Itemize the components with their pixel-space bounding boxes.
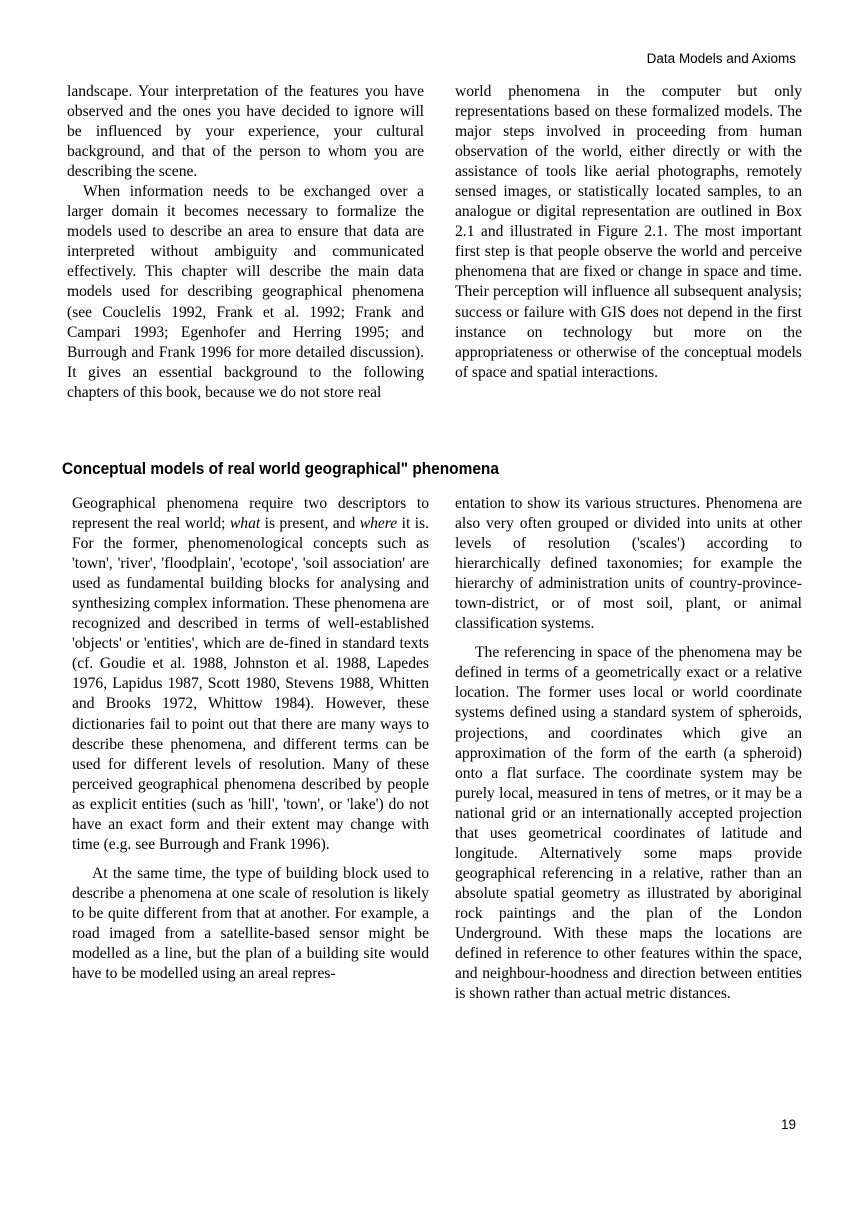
- top-left-column: [67, 82, 424, 403]
- paragraph: entation to show its various structures. Phenomena are also very often grouped or divided into units at other levels of resolution ('scales') according to hierarchically defined taxonomies; for example the hierarchy of administration units of country-province-town-district, or of most soil, plant, or animal classification systems.: [455, 495, 802, 633]
- text-run: it is. For the former, phenomenological concepts such as 'town', 'river', 'floodplain', 'ecotope', 'soil association' are used as fundamental building blocks for analysing and synthesizing complex information. These phenomena are recognized and described in terms of well-established 'objects' or 'entities', which are de-fined in standard texts (cf. Goudie et al. 1988, Johnston et al. 1988, Lapedes 1976, Lapidus 1987, Scott 1980, Stevens 1988, Whitten and Brooks 1972, Whittow 1984). However, these dictionaries fail to point out that there are many ways to describe these phenomena, and different terms can be used for different levels of resolution. Many of these perceived geographical phenomena described by people as explicit entities (such as 'hill', 'town', or 'lake') do not have an exact form and their extent may change with time (e.g. see Burrough and Frank 1996).: [72, 515, 429, 853]
- bottom-right-column: [455, 494, 802, 1004]
- emphasis-what: what: [229, 515, 261, 533]
- bottom-left-column: [72, 494, 429, 984]
- text-run: is present, and: [260, 515, 360, 533]
- paragraph: [72, 494, 429, 855]
- emphasis-where: where: [359, 515, 398, 533]
- page-number: 19: [780, 1117, 796, 1132]
- paragraph: The referencing in space of the phenomena may be defined in terms of a geometrically exact or a relative location. The former uses local or world coordinate systems defined using a standard system of spheroids, projections, and coordinates which give an approximation of the form of the earth (a spheroid) onto a flat surface. The coordinate system may be purely local, measured in tens of metres, or it may be a national grid or an internationally accepted projection that uses geometrical coordinates of latitude and longitude. Alternatively some maps provide geographical referencing in a relative, rather than an absolute spatial geometry as illustrated by aboriginal rock paintings and the plan of the London Underground. With these maps the locations are defined in reference to other features within the space, and neighbour-hoodness and direction between entities is shown rather than actual metric distances.: [455, 644, 802, 1003]
- paragraph: At the same time, the type of building block used to describe a phenomena at one scale of resolution is likely to be quite different from that at another. For example, a road imaged from a satellite-based sensor might be modelled as a line, but the plan of a building site would have to be modelled using an areal repres-: [72, 864, 429, 983]
- paragraph: landscape. Your interpretation of the features you have observed and the ones you have decided to ignore will be influenced by your experience, your cultural background, and that of the person to whom you are describing the scene.: [67, 83, 424, 181]
- paragraph: When information needs to be exchanged over a larger domain it becomes necessary to formalize the models used to describe an area to ensure that data are interpreted without ambiguity and communicated effectively. This chapter will describe the main data models used for describing geographical phenomena (see Couclelis 1992, Frank et al. 1992; Frank and Campari 1993; Egenhofer and Herring 1995; and Burrough and Frank 1996 for more detailed discussion). It gives an essential background to the following chapters of this book, because we do not store real: [67, 183, 424, 401]
- running-header: Data Models and Axioms: [646, 51, 796, 66]
- section-heading: Conceptual models of real world geographical" phenomena: [62, 459, 499, 478]
- paragraph: world phenomena in the computer but only representations based on these formalized models. The major steps involved in proceeding from human observation of the world, either directly or with the assistance of tools like aerial photographs, remotely sensed images, or statistically located samples, to an analogue or digital representation are outlined in Box 2.1 and illustrated in Figure 2.1. The most important first step is that people observe the world and perceive phenomena that are fixed or change in space and time. Their perception will influence all subsequent analysis; success or failure with GIS does not depend in the first instance on technology but more on the appropriateness or otherwise of the conceptual models of space and spatial interactions.: [455, 83, 802, 381]
- text-run: Geographical phenomena require two descriptors to represent the real world;: [72, 495, 429, 533]
- top-right-column: [455, 82, 802, 383]
